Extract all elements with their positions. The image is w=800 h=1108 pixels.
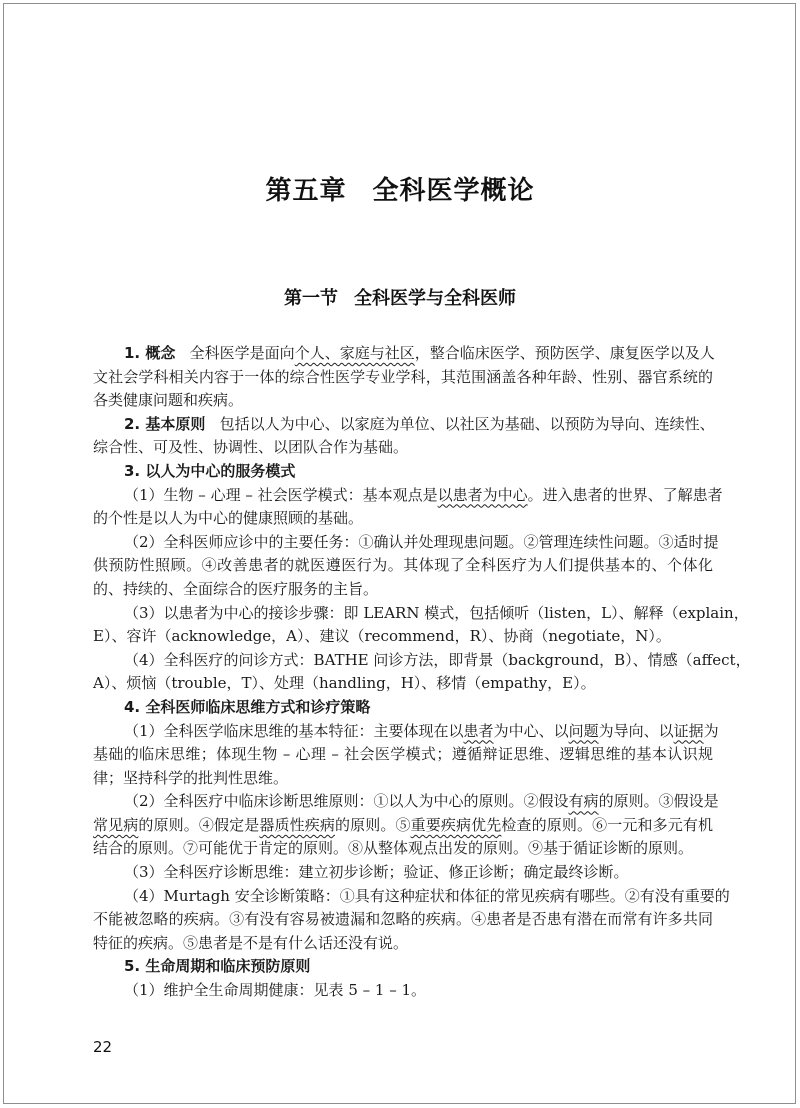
- text-run: 为: [703, 721, 719, 740]
- emphasis-underline: 重要疾病优先: [410, 815, 502, 834]
- emphasis-underline: 个人、家庭与社区: [294, 344, 415, 362]
- paragraph-line: 律；坚持科学的批判性思维。: [93, 768, 289, 787]
- emphasis-underline: 证据: [673, 721, 704, 740]
- paragraph-concept-line: 文社会学科相关内容于一体的综合性医学专业学科，其范围涵盖各种年龄、性别、器官系统的: [93, 367, 713, 386]
- subheading-5: 5. 生命周期和临床预防原则: [124, 957, 311, 976]
- chapter-title: [0, 170, 800, 207]
- paragraph-line: 结合的原则。⑦可能优于肯定的原则。⑧从整体观点出发的原则。⑨基于循证诊断的原则。: [93, 839, 694, 858]
- paragraph-line: 基础的临床思维；体现生物 – 心理 – 社会医学模式；遵循辩证思维、逻辑思维的基本认识规: [93, 745, 713, 764]
- chapter-name: 全科医学概论: [372, 176, 535, 206]
- emphasis-underline: 以患者为中心: [437, 485, 528, 504]
- paragraph-line: 供预防性照顾。④改善患者的就医遵医行为。其体现了全科医疗为人们提供基本的、个体化: [93, 556, 713, 575]
- emphasis-underline: 患者: [463, 721, 494, 740]
- subheading-4: 4. 全科医师临床思维方式和诊疗策略: [124, 697, 371, 716]
- text-run: 的原则。④假定是: [138, 815, 260, 834]
- paragraph-line: （4）全科医疗的问诊方式：BATHE 问诊方法，即背景（background，B）、情感（affect，: [124, 650, 751, 669]
- paragraph-line: （2）全科医师应诊中的主要任务：①确认并处理现患问题。②管理连续性问题。③适时提: [124, 532, 719, 551]
- emphasis-underline: 器质性疾病: [259, 815, 335, 834]
- body-text: [93, 342, 751, 1003]
- paragraph-line: （3）全科医疗诊断思维：建立初步诊断；验证、修正诊断；确定最终诊断。: [124, 863, 629, 882]
- section-title: [0, 284, 800, 310]
- emphasis-underline: 问题: [568, 721, 599, 740]
- emphasis-underline: 有病: [568, 792, 599, 811]
- paragraph-principles-line: [93, 413, 713, 437]
- paragraph-principles-line: 综合性、可及性、协调性、以团队合作为基础。: [93, 438, 409, 457]
- text-run: ，整合临床医学、预防医学、康复医学以及人: [414, 344, 715, 362]
- paragraph-line: 不能被忽略的疾病。③有没有容易被遗漏和忽略的疾病。④患者是否患有潜在而常有许多共同: [93, 910, 713, 929]
- paragraph-line: 的、持续的、全面综合的医疗服务的主旨。: [93, 579, 379, 598]
- text-run: 包括以人为中心、以家庭为单位、以社区为基础、以预防为导向、连续性、: [219, 414, 715, 433]
- emphasis-underline: 常见病: [93, 815, 139, 834]
- paragraph-line: 的个性是以人为中心的健康照顾的基础。: [93, 509, 364, 528]
- paragraph-concept-line: 各类健康问题和疾病。: [93, 391, 244, 410]
- paragraph-line: [93, 790, 719, 814]
- paragraph-line: （3）以患者为中心的接诊步骤：即 LEARN 模式，包括倾听（listen，L）、解释（explain，: [124, 603, 749, 622]
- section-name: 全科医学与全科医师: [354, 288, 516, 309]
- paragraph-line: 特征的疾病。⑤患者是不是有什么话还没有说。: [93, 933, 409, 952]
- chapter-number: 第五章: [265, 176, 347, 206]
- paragraph-concept-line: [93, 342, 713, 366]
- text-run: 。进入患者的世界、了解患者: [527, 485, 723, 504]
- paragraph-line: [93, 720, 719, 744]
- paragraph-line: [93, 484, 723, 508]
- text-run: （1）生物 – 心理 – 社会医学模式：基本观点是: [124, 485, 438, 504]
- text-run: （1）全科医学临床思维的基本特征：主要体现在以: [124, 721, 464, 740]
- paragraph-line: A）、烦恼（trouble，T）、处理（handling，H）、移情（empathy，E）。: [93, 674, 596, 693]
- subheading-3: 3. 以人为中心的服务模式: [124, 461, 296, 480]
- paragraph-line: （4）Murtagh 安全诊断策略：①具有这种症状和体征的常见疾病有哪些。②有没有重要的: [124, 886, 730, 905]
- text-run: 为中心、以: [493, 721, 569, 740]
- text-run: 检查的原则。⑥一元和多元有机: [501, 815, 713, 834]
- item-label: 2. 基本原则: [124, 414, 206, 433]
- text-run: 的原则。③假设是: [598, 792, 719, 811]
- paragraph-line: （1）维护全生命周期健康：见表 5 – 1 – 1。: [124, 981, 427, 1000]
- text-run: 的原则。⑤: [334, 815, 411, 834]
- paragraph-line: [93, 814, 713, 838]
- page-number: 22: [93, 1038, 113, 1056]
- text-run: 全科医学是面向: [189, 344, 295, 362]
- item-label: 1. 概念: [124, 344, 176, 362]
- text-run: 为导向、以: [598, 721, 674, 740]
- paragraph-line: E）、容许（acknowledge，A）、建议（recommend，R）、协商（negotiate，N）。: [93, 627, 671, 646]
- section-number: 第一节: [284, 288, 338, 309]
- text-run: （2）全科医疗中临床诊断思维原则：①以人为中心的原则。②假设: [124, 792, 569, 811]
